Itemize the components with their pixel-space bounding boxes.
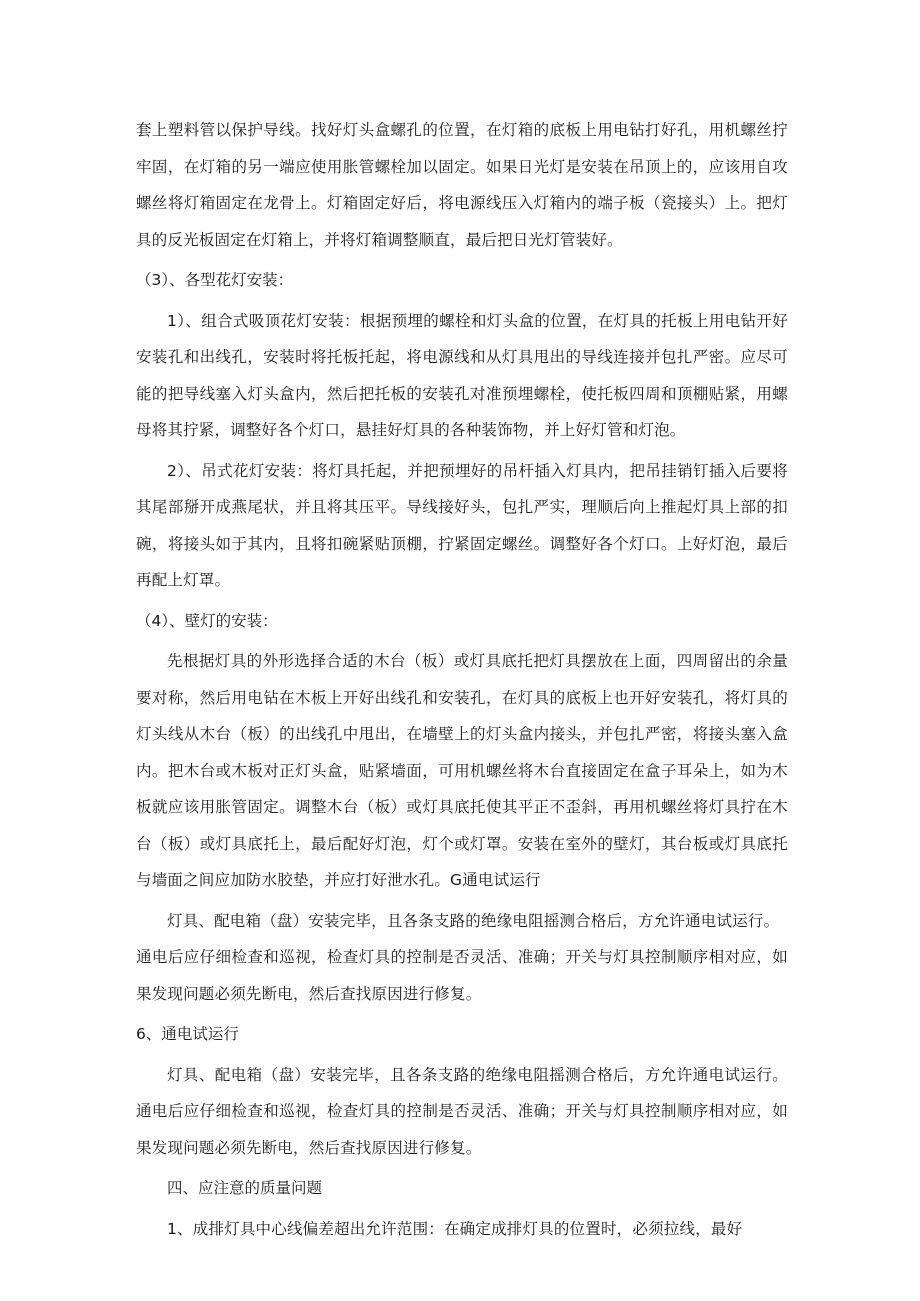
heading-wall-lamp-install: （4）、壁灯的安装：	[136, 611, 278, 630]
paragraph-pendant-chandelier: 2）、吊式花灯安装：将灯具托起，并把预埋好的吊杆插入灯具内，把吊挂销钉插入后要将其尾部掰开成燕尾状，并且将其压平。导线接好头，包扎严实，理顺后向上推起灯具上部的扣碗，将接头如于其内，且将扣碗紧贴顶棚，拧紧固定螺丝。调整好各个灯口。上好灯泡，最后再配上灯罩。	[136, 461, 788, 589]
paragraph-fluorescent-box: 套上塑料管以保护导线。找好灯头盒螺孔的位置，在灯箱的底板上用电钻打好孔，用机螺丝拧牢固，在灯箱的另一端应使用胀管螺栓加以固定。如果日光灯是安装在吊顶上的，应该用自攻螺丝将灯箱固定在龙骨上。灯箱固定好后，将电源线压入灯箱内的端子板（瓷接头）上。把灯具的反光板固定在灯箱上，并将灯箱调整顺直，最后把日光灯管装好。	[136, 121, 788, 249]
paragraph-trial-run-check: 通电后应仔细检查和巡视，检查灯具的控制是否灵活、准确；开关与灯具控制顺序相对应，如果发现问题必须先断电，然后查找原因进行修复。	[136, 948, 788, 1003]
paragraph-trial-run-intro: 灯具、配电箱（盘）安装完毕，且各条支路的绝缘电阻摇测合格后，方允许通电试运行。	[167, 911, 780, 930]
heading-trial-run: 6、通电试运行	[136, 1025, 239, 1043]
paragraph-trial-run: 灯具、配电箱（盘）安装完毕，且各条支路的绝缘电阻摇测合格后，方允许通电试运行。通电后应仔细检查和巡视，检查灯具的控制是否灵活、准确；开关与灯具控制顺序相对应，如果发现问题必须先断电，然后查找原因进行修复。	[136, 1065, 788, 1157]
paragraph-row-lamp-deviation: 1、成排灯具中心线偏差超出允许范围：在确定成排灯具的位置时，必须拉线，最好	[167, 1219, 743, 1238]
document-body	[136, 112, 788, 1247]
paragraph-wall-lamp: 先根据灯具的外形选择合适的木台（板）或灯具底托把灯具摆放在上面，四周留出的余量要对称，然后用电钻在木板上开好出线孔和安装孔，在灯具的底板上也开好安装孔，将灯具的灯头线从木台（板）的出线孔中甩出，在墙壁上的灯头盒内接头，并包扎严密，将接头塞入盒内。把木台或木板对正灯头盒，贴紧墙面，可用机螺丝将木台直接固定在盒子耳朵上，如为木板就应该用胀管固定。调整木台（板）或灯具底托使其平正不歪斜，再用机螺丝将灯具拧在木台（板）或灯具底托上，最后配好灯泡，灯个或灯罩。安装在室外的壁灯，其台板或灯具底托与墙面之间应加防水胶垫，并应打好泄水孔。G通电试运行	[136, 652, 788, 889]
heading-chandelier-install: （3）、各型花灯安装：	[136, 271, 294, 289]
heading-quality-issues: 四、应注意的质量问题	[167, 1179, 323, 1197]
paragraph-ceiling-chandelier: 1）、组合式吸顶花灯安装：根据预埋的螺栓和灯头盒的位置，在灯具的托板上用电钻开好安装孔和出线孔，安装时将托板托起，将电源线和从灯具甩出的导线连接并包扎严密。应尽可能的把导线塞入灯头盒内，然后把托板的安装孔对准预埋螺栓，使托板四周和顶棚贴紧，用螺母将其拧紧，调整好各个灯口，悬挂好灯具的各种装饰物，并上好灯管和灯泡。	[136, 311, 788, 439]
